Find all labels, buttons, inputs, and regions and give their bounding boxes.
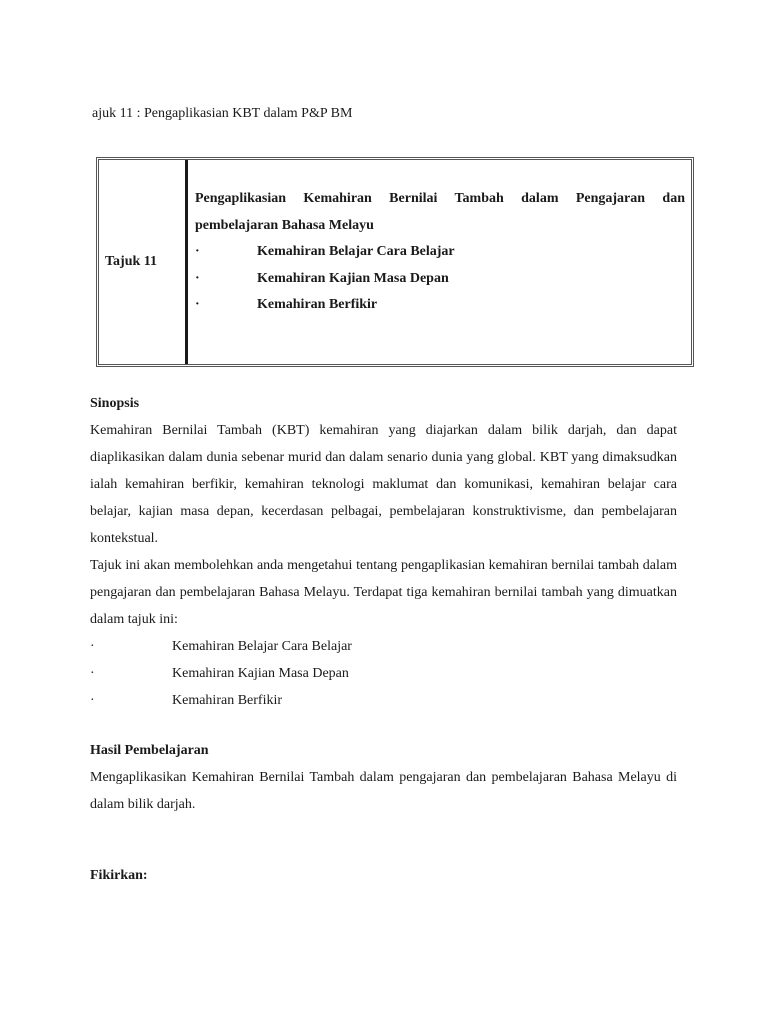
sinopsis-list-item-label: Kemahiran Kajian Masa Depan	[172, 666, 349, 681]
fikirkan-section	[90, 862, 677, 889]
sinopsis-list-item	[90, 660, 677, 687]
topic-title: Pengaplikasian Kemahiran Bernilai Tambah dalam Pengajaran dan pembelajaran Bahasa Melayu	[195, 191, 685, 233]
hasil-heading: Hasil Pembelajaran	[90, 743, 209, 758]
topic-list-item	[195, 266, 685, 293]
topic-list-item	[195, 239, 685, 266]
sinopsis-paragraph-1: Kemahiran Bernilai Tambah (KBT) kemahiran yang diajarkan dalam bilik darjah, dan dapat diaplikasikan dalam dunia sebenar murid dan dalam senario dunia yang global. KBT yang dimaksudkan ialah kemahiran berfikir, kemahiran teknologi maklumat dan komunikasi, kemahiran belajar cara belajar, kajian masa depan, kecerdasan pelbagai, pembelajaran konstruktivisme, dan pembelajaran kontekstual.	[90, 423, 677, 546]
topic-content	[188, 160, 691, 364]
sinopsis-list-item	[90, 687, 677, 714]
sinopsis-list-item-label: Kemahiran Berfikir	[172, 693, 283, 708]
bullet-icon: ·	[195, 270, 200, 286]
bullet-icon: ·	[195, 297, 200, 312]
bullet-icon: ·	[90, 639, 95, 654]
bullet-icon: ·	[90, 666, 95, 681]
bullet-icon: ·	[90, 693, 95, 708]
sinopsis-list-item	[90, 633, 677, 660]
topic-list-item-label: Kemahiran Kajian Masa Depan	[257, 270, 449, 286]
sinopsis-list-item-label: Kemahiran Belajar Cara Belajar	[172, 639, 352, 654]
page-heading: ajuk 11 : Pengaplikasian KBT dalam P&P BM	[92, 106, 353, 121]
topic-list-item-label: Kemahiran Berfikir	[257, 297, 378, 312]
hasil-paragraph: Mengaplikasikan Kemahiran Bernilai Tambah dalam pengajaran dan pembelajaran Bahasa Melayu di dalam bilik darjah.	[90, 770, 677, 812]
sinopsis-heading: Sinopsis	[90, 396, 140, 411]
sinopsis-section	[90, 390, 677, 714]
fikirkan-heading: Fikirkan:	[90, 868, 148, 883]
bullet-icon: ·	[195, 244, 200, 259]
topic-label: Tajuk 11	[99, 160, 188, 364]
hasil-section	[90, 737, 677, 818]
topic-list-item-label: Kemahiran Belajar Cara Belajar	[257, 244, 455, 259]
topic-table	[96, 157, 694, 367]
sinopsis-paragraph-2: Tajuk ini akan membolehkan anda mengetahui tentang pengaplikasian kemahiran bernilai tambah dalam pengajaran dan pembelajaran Bahasa Melayu. Terdapat tiga kemahiran bernilai tambah yang dimuatkan dalam tajuk ini:	[90, 558, 677, 627]
topic-list-item	[195, 292, 685, 319]
